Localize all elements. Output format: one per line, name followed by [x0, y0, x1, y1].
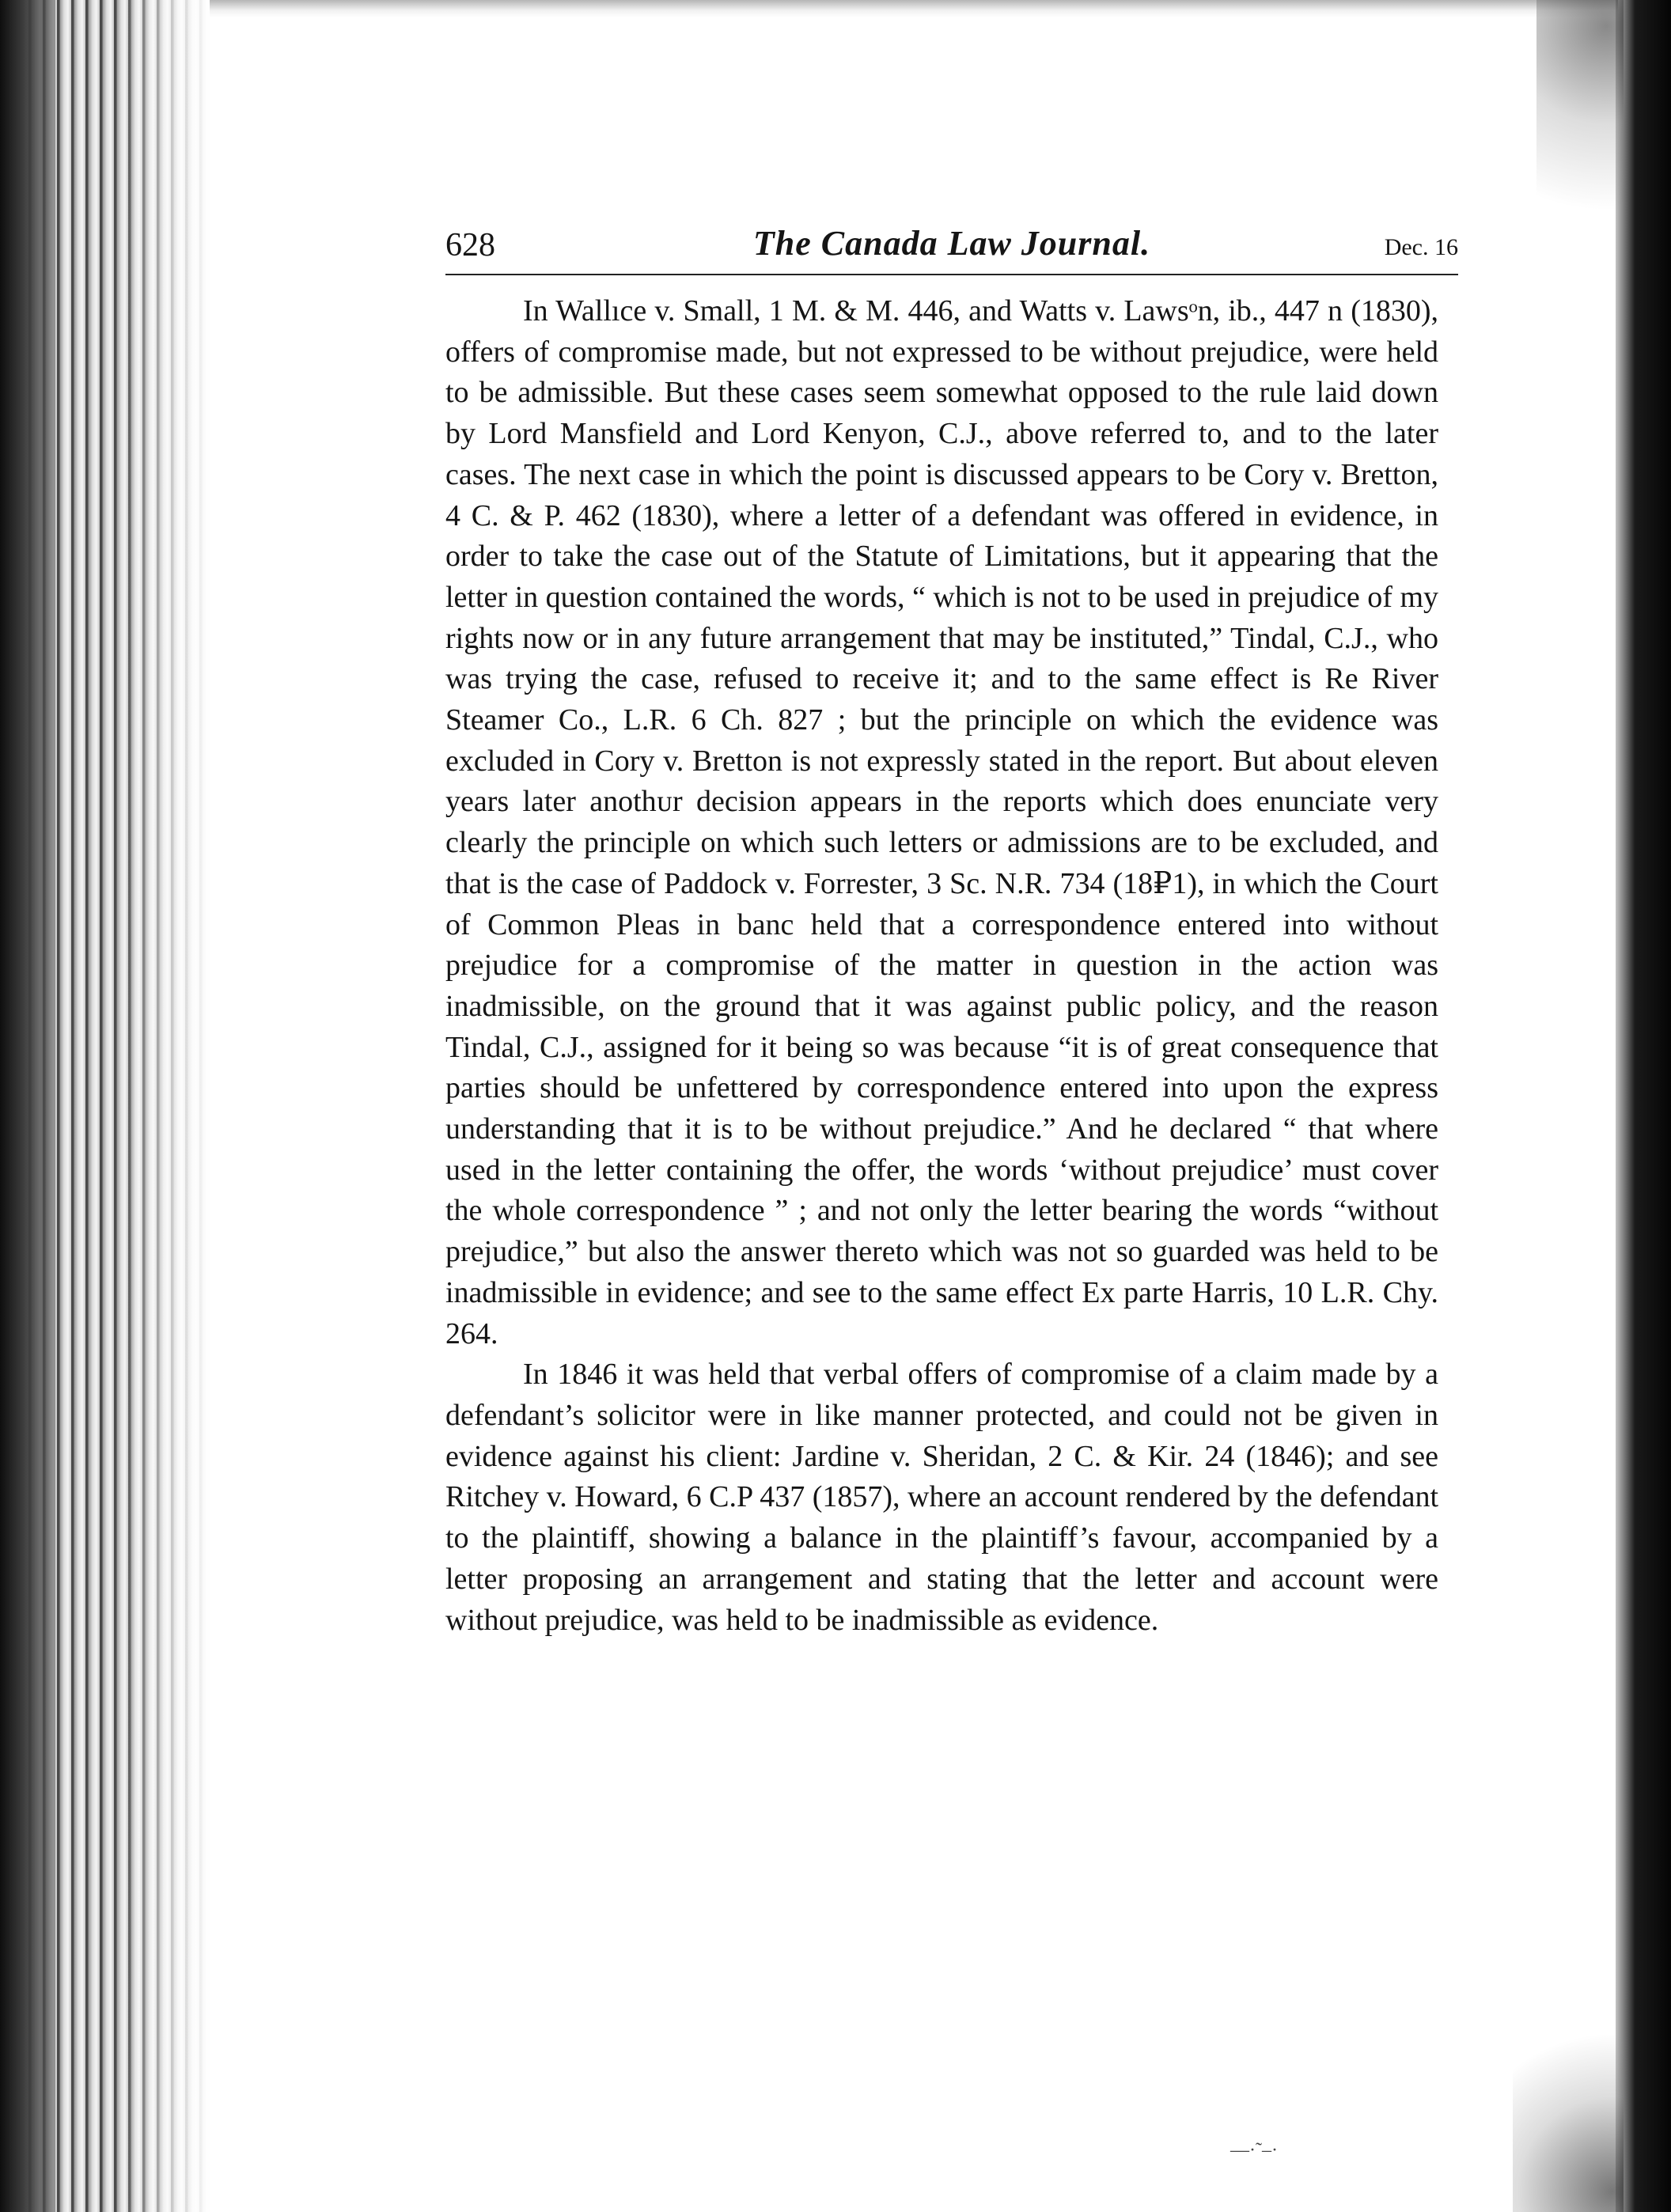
- scan-left-fade: [119, 0, 214, 2212]
- footer-stray-mark: —·˜–·: [1230, 2140, 1278, 2161]
- scan-top-edge: [210, 0, 1618, 17]
- paragraph-2: In 1846 it was held that verbal offers of compromise of a claim made by a defendant’s solicitor were in like manner protected, and could not be given in evidence against his client: Jardine v. Sheridan, 2 C. & Kir. 24 (1846); and see Ritchey v. Howard, 6 C.P 437 (1857), where an account rendered by the defendant to the plaintiff, showing a balance in the plaintiff’s favour, accompanied by a letter proposing an arrangement and stating that the letter and account were without prejudice, was held to be inadmissible as evidence.: [445, 1358, 1439, 1637]
- scan-right-speckle: [1536, 0, 1624, 261]
- issue-date: Dec. 16: [1384, 234, 1458, 260]
- scan-right-border: [1616, 0, 1671, 2212]
- journal-title: The Canada Law Journal.: [752, 224, 1151, 263]
- article-body: [445, 291, 1438, 1641]
- scan-bottom-right-speckle: [1513, 2006, 1624, 2212]
- running-head: [445, 223, 1458, 274]
- paragraph-1: In Wallıce v. Small, 1 M. & M. 446, and Watts v. Lawsᵒn, ib., 447 n (1830), offers of compromise made, but not expressed to be without prejudice, were held to be admissible. But these cases seem somewhat opposed to the rule laid down by Lord Mansfield and Lord Kenyon, C.J., above referred to, and to the later cases. The next case in which the point is discussed appears to be Cory v. Bretton, 4 C. & P. 462 (1830), where a letter of a defendant was offered in evidence, in order to take the case out of the Statute of Limitations, but it appearing that the letter in question contained the words, “ which is not to be used in prejudice of my rights now or in any future arrangement that may be instituted,” Tindal, C.J., who was trying the case, refused to receive it; and to the same effect is Re River Steamer Co., L.R. 6 Ch. 827 ; but the principle on which the evidence was excluded in Cory v. Bretton is not expressly stated in the report. But about eleven years later anothᴜr decision appears in the reports which does enunciate very clearly the principle on which such letters or admissions are to be excluded, and that is the case of Paddock v. Forrester, 3 Sc. N.R. 734 (18₽1), in which the Court of Common Pleas in banc held that a correspondence entered into without prejudice for a compromise of the matter in question in the action was inadmissible, on the ground that it was against public policy, and the reason Tindal, C.J., assigned for it being so was because “it is of great consequence that parties should be unfettered by correspondence entered into upon the express understanding that it is to be without prejudice.” And he declared “ that where used in the letter containing the offer, the words ‘without prejudice’ must cover the whole correspondence ” ; and not only the letter bearing the words “without prejudice,” but also the answer thereto which was not so guarded was held to be inadmissible in evidence; and see to the same effect Ex parte Harris, 10 L.R. Chy. 264.: [445, 294, 1438, 1350]
- scan-binding-shadow: [0, 0, 55, 2212]
- page-number: 628: [445, 227, 495, 263]
- header-rule: [445, 274, 1458, 275]
